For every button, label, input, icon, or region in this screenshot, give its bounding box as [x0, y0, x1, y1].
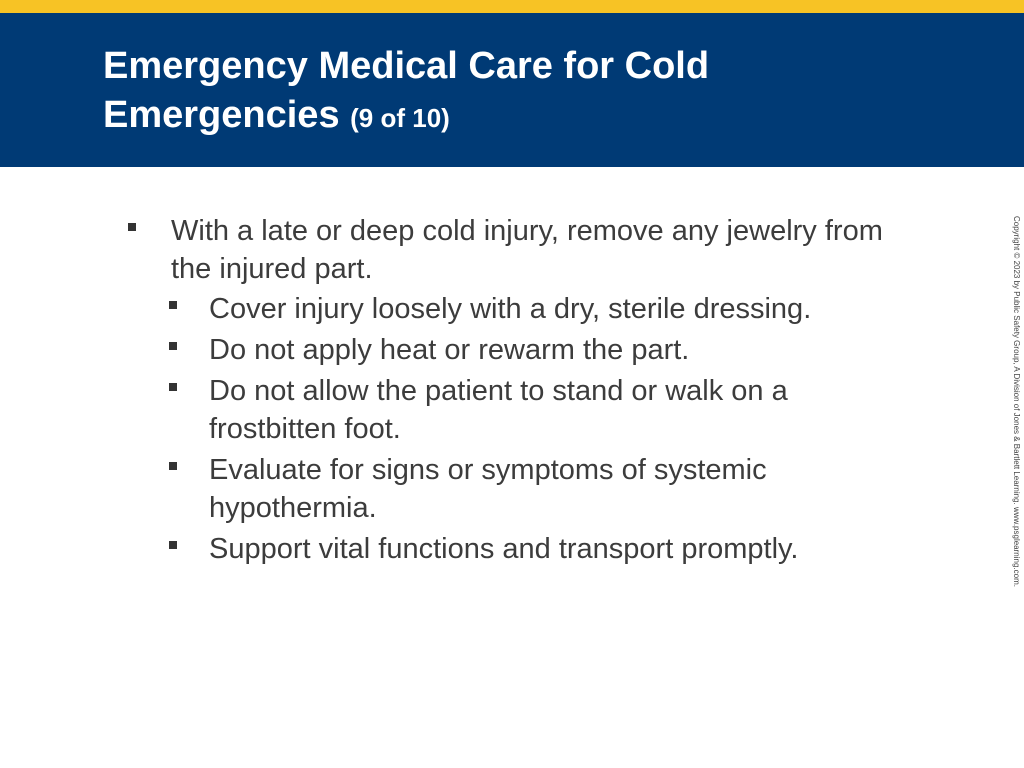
accent-bar — [0, 0, 1024, 13]
sub-bullet-text: Evaluate for signs or symptoms of systemic hypothermia. — [209, 454, 767, 524]
square-bullet-icon — [128, 223, 136, 231]
sub-bullet-item — [128, 290, 888, 328]
sub-bullet-item — [128, 372, 888, 448]
sub-bullet-item — [128, 451, 888, 527]
sub-bullet-item — [128, 530, 888, 568]
sub-bullet-text: Do not apply heat or rewarm the part. — [209, 334, 690, 366]
square-bullet-icon — [169, 462, 177, 470]
sub-bullet-text: Cover injury loosely with a dry, sterile dressing. — [209, 293, 812, 325]
copyright-text: Copyright © 2023 by Public Safety Group, A Division of Jones & Bartlett Learning. www.psglearning.com. — [1012, 216, 1021, 587]
sub-bullet-item — [128, 331, 888, 369]
bullet-text: With a late or deep cold injury, remove any jewelry from the injured part. — [171, 215, 883, 285]
slide-title-main: Emergency Medical Care for Cold Emergencies — [103, 45, 710, 136]
slide-counter: (9 of 10) — [350, 103, 450, 133]
bullet-item — [128, 212, 888, 288]
slide-title — [103, 42, 923, 143]
square-bullet-icon — [169, 541, 177, 549]
slide-content — [128, 212, 888, 571]
copyright-notice — [1011, 216, 1021, 616]
square-bullet-icon — [169, 342, 177, 350]
sub-bullet-text: Support vital functions and transport promptly. — [209, 533, 799, 565]
square-bullet-icon — [169, 383, 177, 391]
sub-bullet-text: Do not allow the patient to stand or walk on a frostbitten foot. — [209, 375, 788, 445]
square-bullet-icon — [169, 301, 177, 309]
